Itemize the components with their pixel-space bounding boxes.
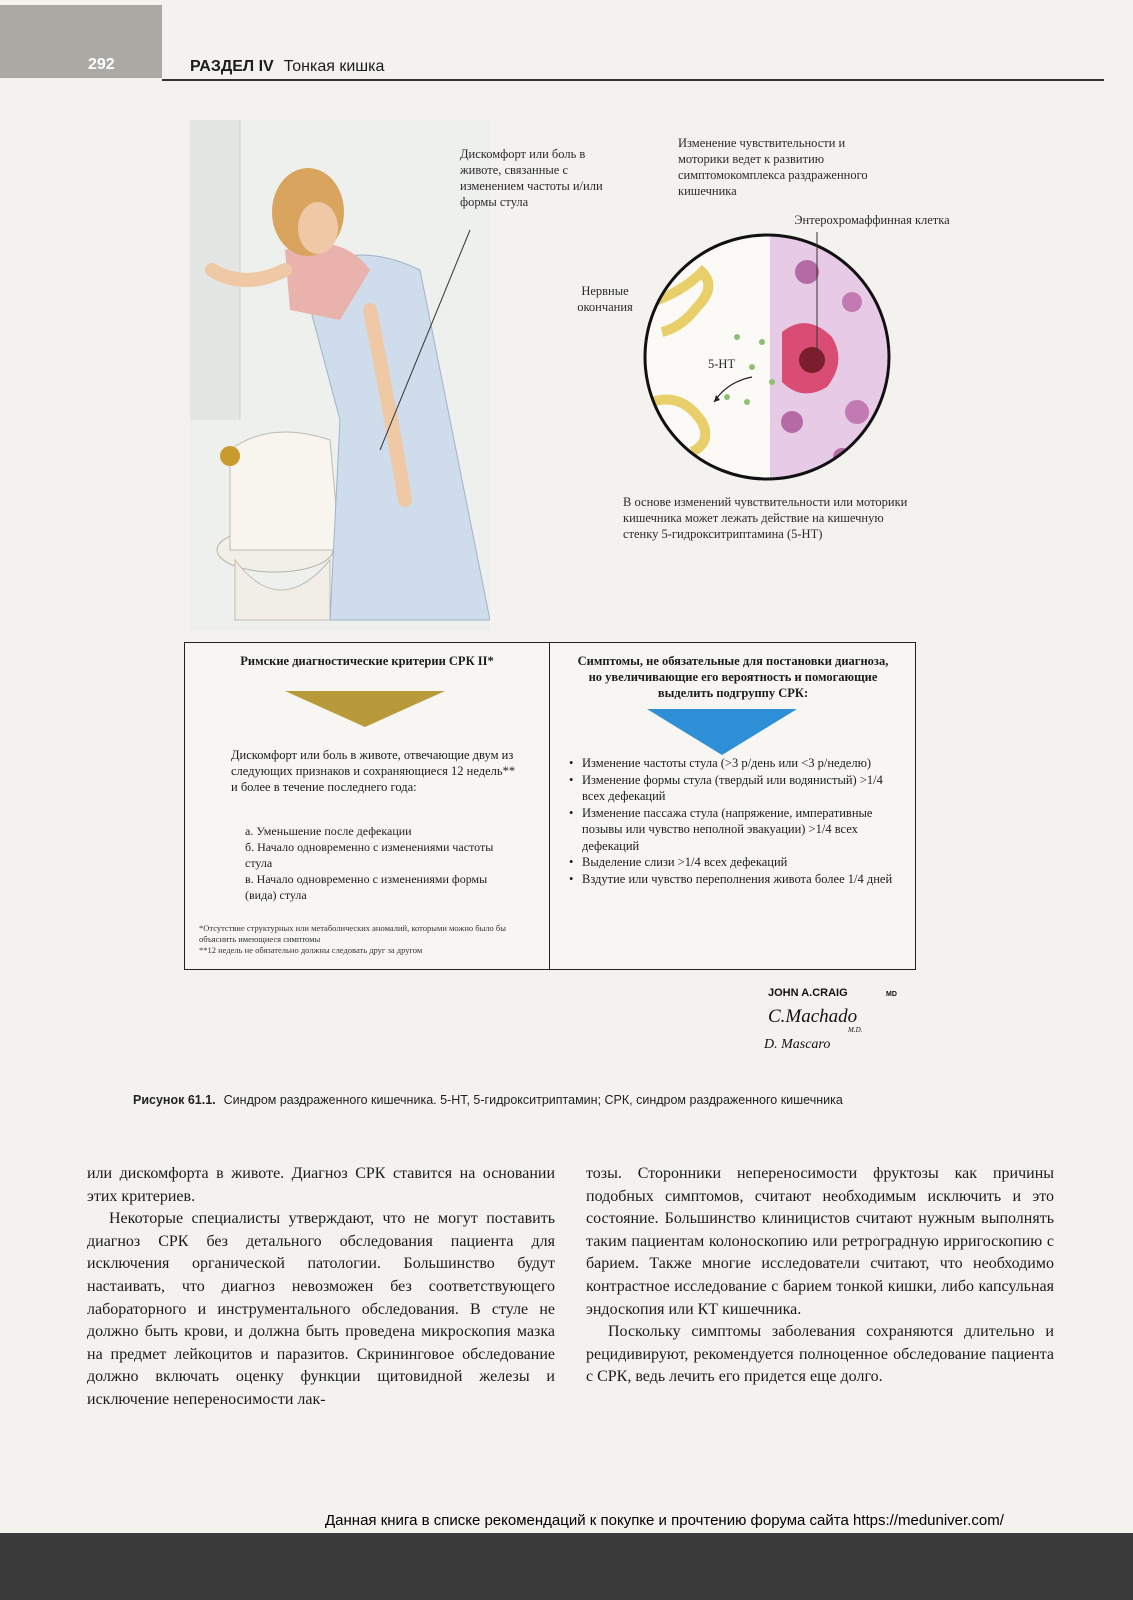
signature-line-1: JOHN A.CRAIG xyxy=(768,987,848,999)
symptom-item: • Выделение слизи >1/4 всех дефекаций xyxy=(569,854,899,871)
body-column-left xyxy=(87,1163,555,1412)
label-5ht: 5-НТ xyxy=(708,357,736,371)
body-column-right xyxy=(586,1163,1054,1389)
label-discomfort: Дискомфорт или боль в животе, связанные с изменением частоты и/или формы стула xyxy=(460,147,603,209)
rome-criteria-item-b: б. Начало одновременно с изменениями частоты стула xyxy=(245,840,494,870)
body-paragraph: Некоторые специалисты утверждают, что не могут поставить диагноз СРК без детального обследования пациента для исключения органической патологии. Большинство будут настаивать, что диагноз невозможен без соответствующего лабораторного и инструментального обследования. В стуле не должно быть крови, и должна быть проведена микроскопия мазка на предмет лейкоцитов и паразитов. Скрининговое обследование должно включать оценку функции щитовидной железы и исключение непереносимости лак- xyxy=(87,1210,555,1408)
label-nerve-endings: Нервные окончания xyxy=(577,284,633,314)
rome-criteria-title: Римские диагностические критерии СРК II* xyxy=(240,654,494,668)
rome-criteria-column xyxy=(185,643,550,969)
supportive-symptoms-column xyxy=(551,643,915,969)
footnote-2: **12 недель не обязательно должны следовать друг за другом xyxy=(199,945,423,955)
rome-criteria-items xyxy=(245,823,515,903)
label-sensitivity: Изменение чувствительности и моторики ведет к развитию симптомокомплекса раздраженного кишечника xyxy=(678,136,868,198)
supportive-symptoms-list xyxy=(569,755,899,887)
footnote-1: *Отсутствие структурных или метаболических аномалий, которыми можно было бы объяснить имеющиеся симптомы xyxy=(199,923,506,944)
label-5ht-basis: В основе изменений чувствительности или моторики кишечника может лежать действие на кишечную стенку 5-гидрокситриптамина (5-НТ) xyxy=(623,495,908,541)
symptom-item: • Изменение формы стула (твердый или водянистый) >1/4 всех дефекаций xyxy=(569,772,899,805)
rome-criteria-footnotes xyxy=(199,923,539,956)
page-number: 292 xyxy=(88,56,115,73)
figure-caption xyxy=(133,1093,843,1107)
bottom-scan-band xyxy=(0,1533,1133,1600)
caption-label: Рисунок 61.1. xyxy=(133,1093,216,1107)
running-header xyxy=(190,58,384,76)
symptom-item: • Вздутие или чувство переполнения живота более 1/4 дней xyxy=(569,871,899,888)
body-paragraph: тозы. Сторонники непереносимости фруктозы как причины подобных симптомов, считают необходимым исключить и это состояние. Большинство клиницистов считают нужным выполнять таким пациентам колоноскопию или ретроградную ирригоскопию с барием. Также многие исследователи считают, что необходимо контрастное исследование с барием тонкой кишки, либо капсульная эндоскопия или КТ кишечника. xyxy=(586,1165,1054,1318)
woman-illustration xyxy=(190,120,490,640)
intestinal-wall-inset xyxy=(642,232,892,482)
signature-line-3: D. Mascaro xyxy=(764,1037,831,1052)
rome-criteria-main: Дискомфорт или боль в животе, отвечающие двум из следующих признаков и сохраняющиеся 12 недель** и более в течение последнего года: xyxy=(231,748,516,794)
blue-triangle-icon xyxy=(647,709,797,755)
body-paragraph: Поскольку симптомы заболевания сохраняются длительно и рецидивируют, рекомендуется полноценное обследование пациента с СРК, ведь лечить его придется еще долго. xyxy=(586,1323,1054,1386)
signature-line-2: C.Machado xyxy=(768,1006,858,1027)
symptom-item: • Изменение пассажа стула (напряжение, императивные позывы или чувство неполной эвакуации) >1/4 всех дефекаций xyxy=(569,805,899,855)
section-label: РАЗДЕЛ IV xyxy=(190,58,274,75)
footer-note: Данная книга в списке рекомендаций к покупке и прочтению форума сайта https://meduniver.com/ xyxy=(325,1512,1004,1529)
caption-text: Синдром раздраженного кишечника. 5-НТ, 5-гидрокситриптамин; СРК, синдром раздраженного кишечника xyxy=(223,1093,843,1107)
artist-signatures xyxy=(760,982,910,1052)
supportive-symptoms-title: Симптомы, не обязательные для постановки диагноза, но увеличивающие его вероятность и помогающие выделить подгруппу СРК: xyxy=(577,654,889,700)
symptom-item: • Изменение частоты стула (>3 р/день или <3 р/неделю) xyxy=(569,755,899,772)
rome-criteria-item-c: в. Начало одновременно с изменениями формы (вида) стула xyxy=(245,872,488,902)
label-enterochromaffin-cell: Энтерохромаффинная клетка xyxy=(794,213,950,227)
signature-line-1-suffix: MD xyxy=(886,991,897,998)
header-rule xyxy=(162,79,1104,81)
criteria-table xyxy=(184,642,916,970)
gold-triangle-icon xyxy=(285,691,445,727)
rome-criteria-item-a: а. Уменьшение после дефекации xyxy=(245,824,412,838)
section-title: Тонкая кишка xyxy=(283,58,385,75)
body-paragraph: или дискомфорта в животе. Диагноз СРК ставится на основании этих критериев. xyxy=(87,1165,555,1205)
page-number-tab xyxy=(0,5,162,78)
signature-line-2-suffix: M.D. xyxy=(848,1026,863,1034)
